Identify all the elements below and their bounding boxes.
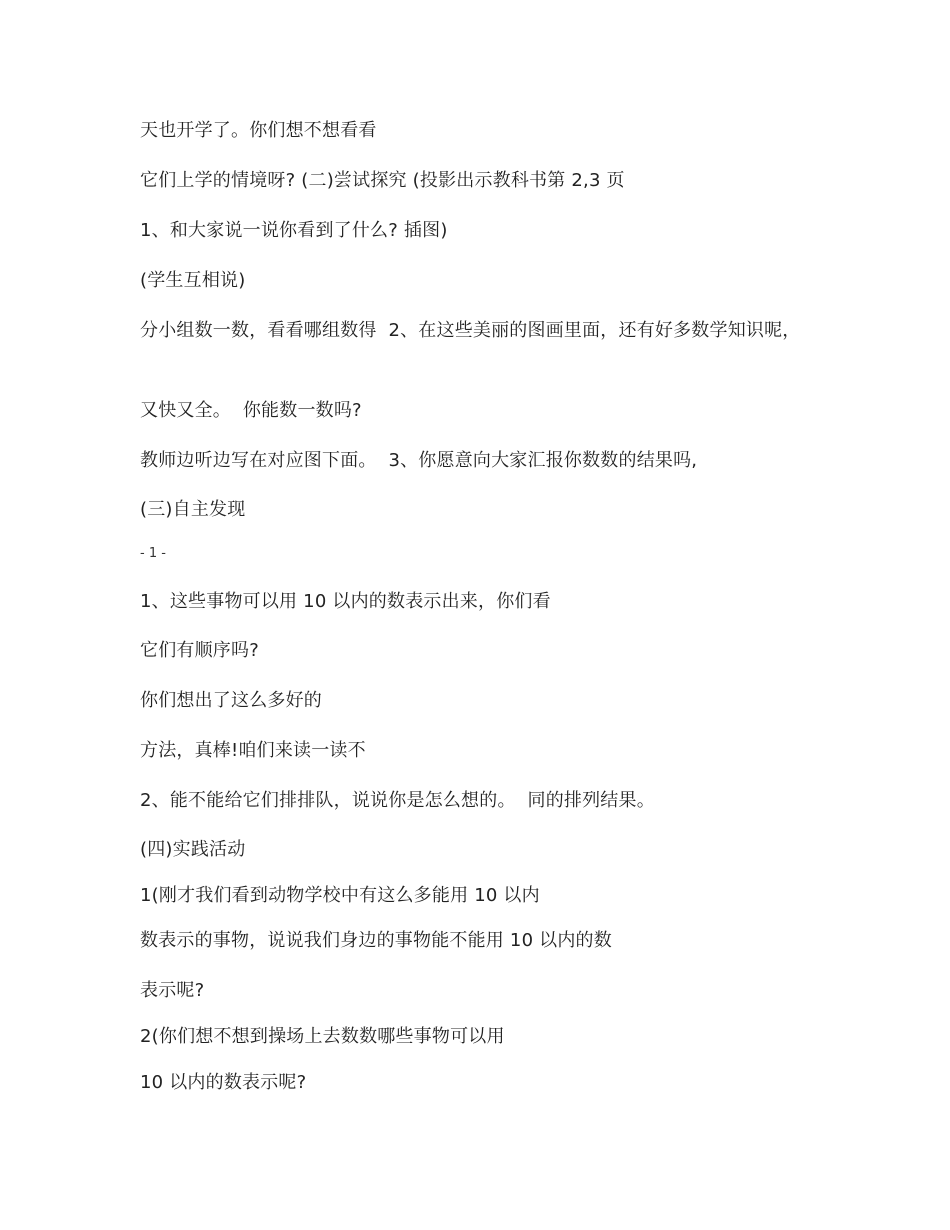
text-line: 2(你们想不想到操场上去数数哪些事物可以用: [140, 1026, 505, 1047]
text-line: 又快又全。 你能数一数吗?: [140, 400, 362, 421]
text-line: 分小组数一数，看看哪组数得 2、在这些美丽的图画里面，还有好多数学知识呢，: [140, 320, 801, 341]
text-line: 方法，真棒!咱们来读一读不: [140, 740, 366, 761]
text-line: 10 以内的数表示呢?: [140, 1072, 307, 1093]
page-number: - 1 -: [140, 546, 166, 561]
text-line: 天也开学了。你们想不想看看: [140, 120, 377, 141]
text-line: 你们想出了这么多好的: [140, 690, 322, 711]
text-line: 1、这些事物可以用 10 以内的数表示出来，你们看: [140, 591, 551, 612]
text-line: (三)自主发现: [140, 499, 246, 520]
text-line: 数表示的事物，说说我们身边的事物能不能用 10 以内的数: [140, 930, 612, 951]
text-line: (四)实践活动: [140, 839, 246, 860]
text-line: 它们上学的情境呀? (二)尝试探究 (投影出示教科书第 2,3 页: [140, 170, 625, 191]
text-line: 它们有顺序吗?: [140, 640, 259, 661]
text-line: 2、能不能给它们排排队，说说你是怎么想的。 同的排列结果。: [140, 790, 655, 811]
text-line: 表示呢?: [140, 980, 205, 1001]
text-line: (学生互相说): [140, 270, 246, 291]
text-line: 1、和大家说一说你看到了什么? 插图): [140, 220, 448, 241]
text-line: 1(刚才我们看到动物学校中有这么多能用 10 以内: [140, 885, 540, 906]
text-line: 教师边听边写在对应图下面。 3、你愿意向大家汇报你数数的结果吗,: [140, 450, 698, 471]
